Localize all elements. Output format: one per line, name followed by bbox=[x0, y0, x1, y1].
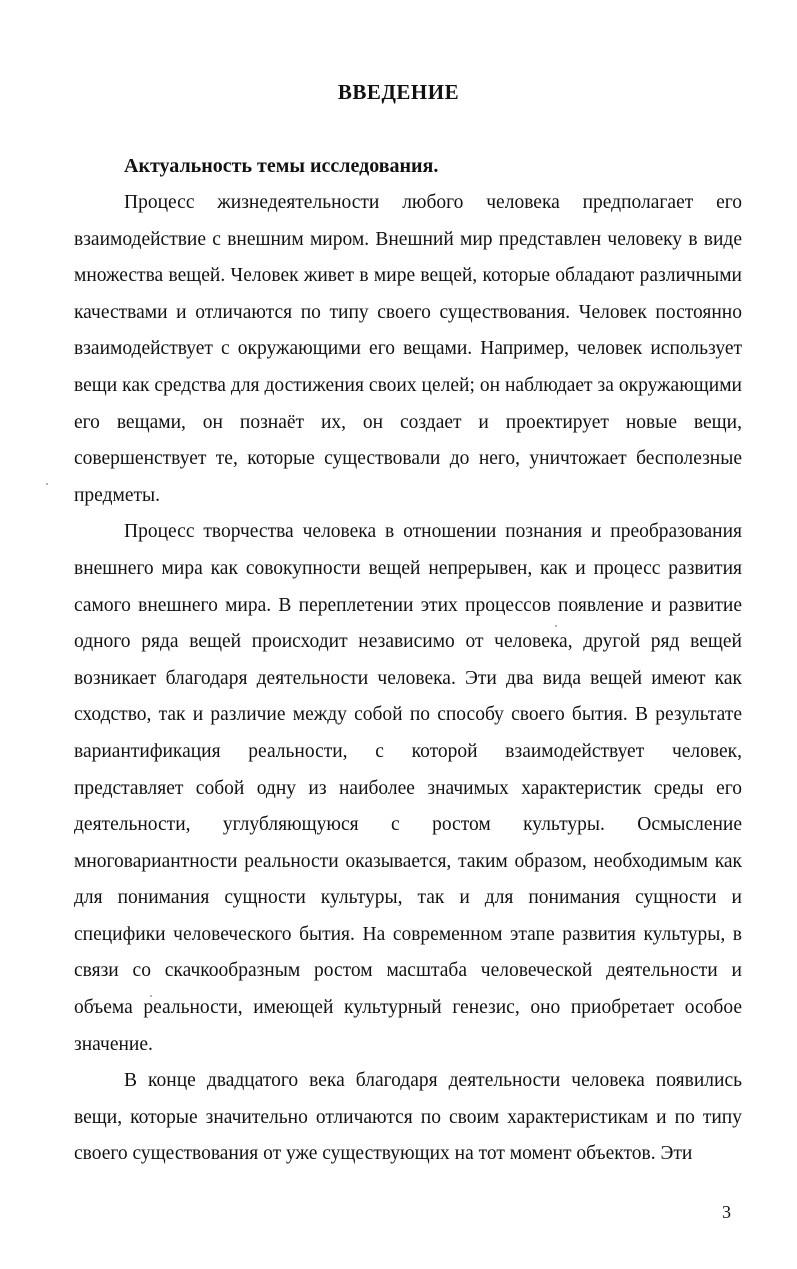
paragraph-2: Процесс творчества человека в отношении познания и преобразования внешнего мира как совокупности вещей непрерывен, как и процесс развития самого внешнего мира. В переплетении этих процессов появление и развитие одного ряда вещей происходит независимо от человека, другой ряд вещей возникает благодаря деятельности человека. Эти два вида вещей имеют как сходство, так и различие между собой по способу своего бытия. В результате вариантификация реальности, с которой взаимодействует человек, представляет собой одну из наиболее значимых характеристик среды его деятельности, углубляющуюся с ростом культуры. Осмысление многовариантности реальности оказывается, таким образом, необходимым как для понимания сущности культуры, так и для понимания сущности и специфики человеческого бытия. На современном этапе развития культуры, в связи со скачкообразным ростом масштаба человеческой деятельности и объема реальности, имеющей культурный генезис, оно приобретает особое значение. bbox=[74, 521, 742, 1055]
body-text bbox=[74, 185, 742, 1173]
page-number: 3 bbox=[722, 1202, 731, 1222]
paragraph-1: Процесс жизнедеятельности любого человека предполагает его взаимодействие с внешним миром. Внешний мир представлен человеку в виде множества вещей. Человек живет в мире вещей, которые обладают различными качествами и отличаются по типу своего существования. Человек постоянно взаимодействует с окружающими его вещами. Например, человек использует вещи как средства для достижения своих целей; он наблюдает за окружающими его вещами, он познаёт их, он создает и проектирует новые вещи, совершенствует те, которые существовали до него, уничтожает бесполезные предметы. bbox=[74, 192, 742, 506]
page-title: ВВЕДЕНИЕ bbox=[337, 80, 460, 104]
section-subheading: Актуальность темы исследования. bbox=[124, 155, 439, 177]
scan-speck bbox=[555, 625, 557, 627]
scan-speck bbox=[46, 483, 48, 485]
paragraph-3: В конце двадцатого века благодаря деятельности человека появились вещи, которые значительно отличаются по своим характеристикам и по типу своего существования от уже существующих на тот момент объектов. Эти bbox=[74, 1070, 742, 1165]
scan-speck bbox=[150, 995, 152, 997]
